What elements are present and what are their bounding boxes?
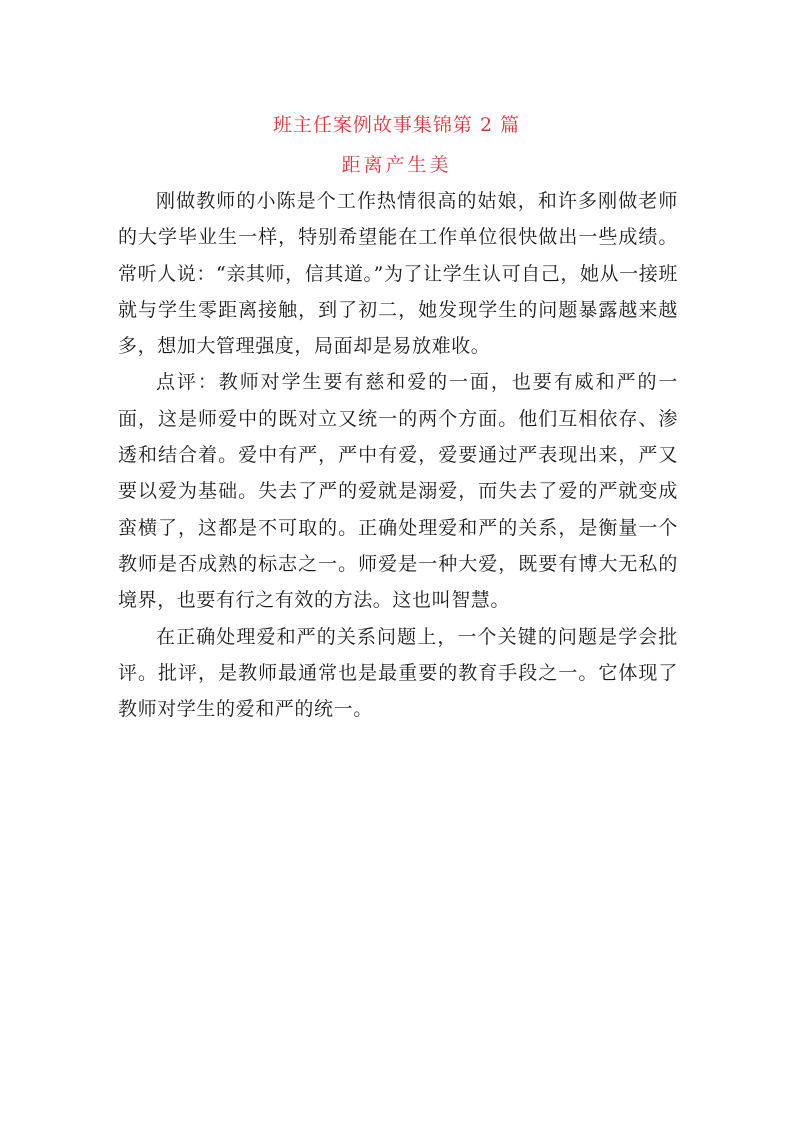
paragraph-story: 刚做教师的小陈是个工作热情很高的姑娘，和许多刚做老师的大学毕业生一样，特别希望能在工作单位很快做出一些成绩。常听人说：“亲其师，信其道。”为了让学生认可自己，她从一接班就与学生零距离接触，到了初二，她发现学生的问题暴露越来越多，想加大管理强度，局面却是易放难收。 bbox=[118, 190, 678, 358]
paragraph-criticism: 在正确处理爱和严的关系问题上，一个关键的问题是学会批评。批评，是教师最通常也是最重要的教育手段之一。它体现了教师对学生的爱和严的统一。 bbox=[118, 625, 678, 721]
document-title: 班主任案例故事集锦第 2 篇 bbox=[272, 114, 521, 136]
document-body bbox=[118, 183, 678, 727]
document-subtitle: 距离产生美 bbox=[341, 154, 452, 176]
paragraph-comment: 点评：教师对学生要有慈和爱的一面，也要有威和严的一面，这是师爱中的既对立又统一的两个方面。他们互相依存、渗透和结合着。爱中有严，严中有爱，爱要通过严表现出来，严又要以爱为基础。失去了严的爱就是溺爱，而失去了爱的严就变成蛮横了，这都是不可取的。正确处理爱和严的关系，是衡量一个教师是否成熟的标志之一。师爱是一种大爱，既要有博大无私的境界，也要有行之有效的方法。这也叫智慧。 bbox=[118, 371, 678, 612]
